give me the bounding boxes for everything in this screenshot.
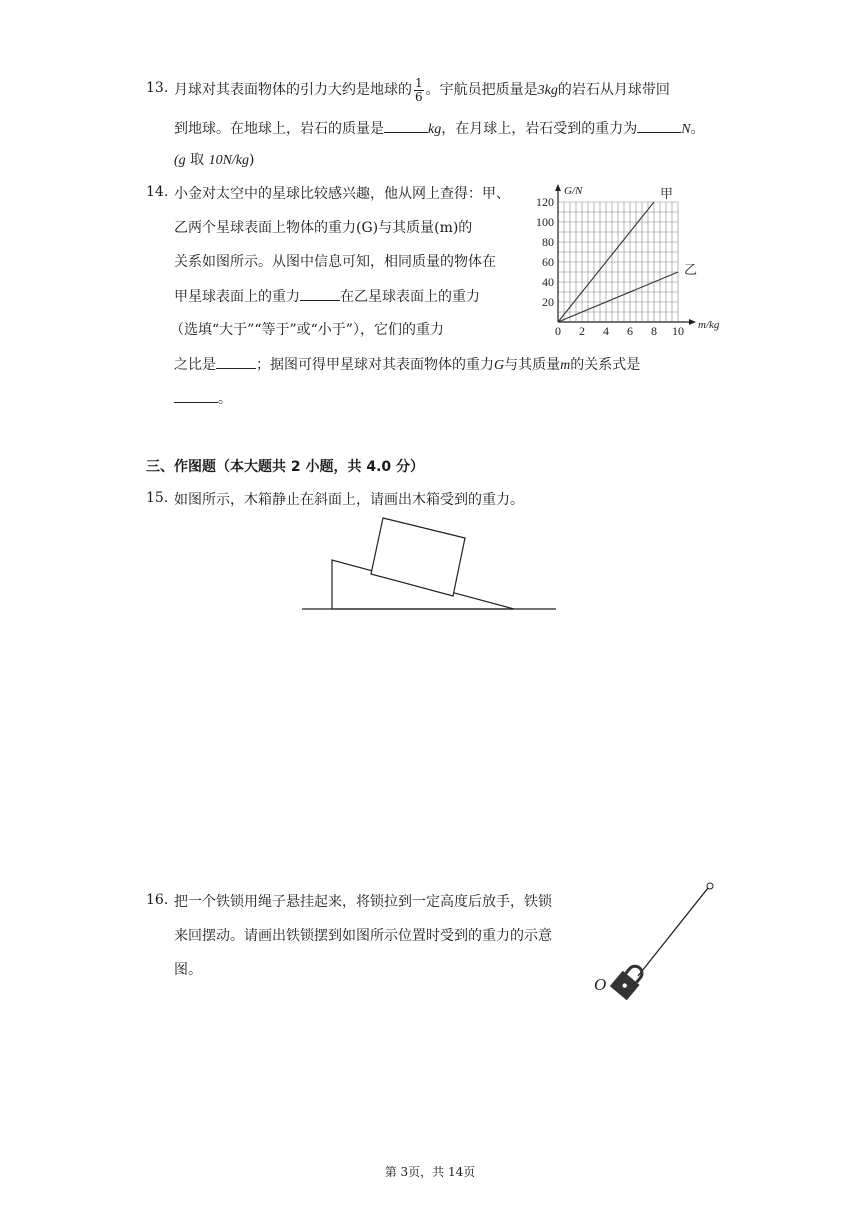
x-tick-label: 10 bbox=[672, 324, 684, 336]
question-13-line2 bbox=[174, 118, 705, 140]
q13-line2-text: 到地球。在地球上，岩石的质量是 bbox=[174, 121, 384, 137]
q14-line1: 小金对太空中的星球比较感兴趣，他从网上查得：甲、 bbox=[174, 186, 510, 202]
rope bbox=[638, 888, 708, 976]
period: 。 bbox=[218, 391, 232, 407]
question-13-number: 13. bbox=[146, 80, 169, 96]
y-tick-label: 80 bbox=[542, 235, 554, 249]
y-axis-label: G/N bbox=[564, 185, 583, 197]
pendulum-lock-diagram bbox=[590, 878, 730, 1008]
m-symbol: m bbox=[560, 358, 571, 373]
q13-text-c: 的岩石从月球带回 bbox=[557, 82, 670, 98]
q13-text-b: 。宇航员把质量是 bbox=[425, 82, 538, 98]
x-tick-label: 2 bbox=[579, 324, 585, 336]
x-tick-label: 0 bbox=[555, 324, 561, 336]
x-axis-arrow bbox=[689, 319, 696, 325]
q14-l4-text2: 在乙星球表面上的重力 bbox=[340, 289, 480, 305]
q14-line2: 乙两个星球表面上物体的重力(G)与其质量(m)的 bbox=[174, 220, 473, 236]
gravity-mass-chart bbox=[530, 176, 730, 336]
take-text: 取 bbox=[185, 152, 209, 168]
q14-line7 bbox=[174, 388, 232, 409]
answer-blank[interactable] bbox=[637, 118, 681, 133]
g-value: 10N/kg bbox=[208, 153, 250, 168]
q14-l6-text2: ；据图可得甲星球对其表面物体的重力 bbox=[256, 357, 494, 373]
point-o-label: O bbox=[594, 975, 607, 994]
q13-line2-text2: ，在月球上，岩石受到的重力为 bbox=[441, 121, 638, 137]
x-tick-label: 8 bbox=[651, 324, 657, 336]
g-symbol: (g bbox=[174, 153, 186, 168]
answer-blank[interactable] bbox=[300, 286, 340, 301]
page-footer: 第 3页，共 14页 bbox=[384, 1165, 476, 1179]
answer-blank[interactable] bbox=[216, 354, 256, 369]
q14-l6-text4: 的关系式是 bbox=[570, 357, 641, 373]
q14-line3: 关系如图所示。从图中信息可知，相同质量的物体在 bbox=[174, 254, 496, 270]
x-axis-label: m/kg bbox=[698, 319, 720, 331]
question-14-number: 14. bbox=[146, 184, 169, 200]
g-symbol: G bbox=[494, 358, 505, 373]
q16-line1: 把一个铁锁用绳子悬挂起来，将锁拉到一定高度后放手，铁锁 bbox=[174, 894, 552, 910]
q14-line4 bbox=[174, 286, 480, 307]
y-tick-label: 100 bbox=[536, 215, 554, 229]
incline-box-diagram bbox=[300, 514, 560, 614]
question-15-text: 如图所示，木箱静止在斜面上，请画出木箱受到的重力。 bbox=[174, 492, 524, 508]
y-tick-label: 40 bbox=[542, 275, 554, 289]
x-tick-label: 4 bbox=[603, 324, 609, 336]
y-tick-label: 60 bbox=[542, 255, 554, 269]
question-15-number: 15. bbox=[146, 490, 169, 506]
q14-line6 bbox=[174, 354, 640, 376]
one-sixth-fraction bbox=[414, 77, 424, 104]
close-paren: ) bbox=[249, 152, 255, 168]
x-tick-label: 6 bbox=[627, 324, 633, 336]
unit-kg: kg bbox=[428, 122, 442, 137]
wooden-box bbox=[371, 518, 465, 596]
section-title: 三、作图题（本大题共 2 小题，共 4.0 分） bbox=[146, 459, 425, 475]
y-tick-label: 20 bbox=[542, 295, 554, 309]
iron-lock bbox=[610, 961, 648, 1000]
question-13-line3 bbox=[174, 150, 255, 171]
series-label: 甲 bbox=[660, 186, 674, 201]
q14-l6-text: 之比是 bbox=[174, 357, 216, 373]
unit-n: N bbox=[681, 122, 691, 137]
q14-l4-text: 甲星球表面上的重力 bbox=[174, 289, 300, 305]
answer-blank[interactable] bbox=[174, 388, 218, 403]
question-13-line1 bbox=[174, 70, 670, 111]
q16-line3: 图。 bbox=[174, 962, 202, 978]
answer-blank[interactable] bbox=[384, 118, 428, 133]
q13-text-a: 月球对其表面物体的引力大约是地球的 bbox=[174, 82, 412, 98]
y-axis-arrow bbox=[555, 184, 561, 191]
fraction-numerator: 1 bbox=[415, 75, 423, 90]
series-label: 乙 bbox=[684, 262, 698, 277]
q16-line2: 来回摆动。请画出铁锁摆到如图所示位置时受到的重力的示意 bbox=[174, 928, 552, 944]
period: 。 bbox=[690, 121, 705, 137]
q13-mass: 3kg bbox=[537, 83, 558, 98]
fraction-denominator: 6 bbox=[415, 89, 423, 104]
y-tick-label: 120 bbox=[536, 195, 554, 209]
q14-l6-text3: 与其质量 bbox=[504, 357, 561, 373]
q14-line5: （选填“大于”“等于”或“小于”），它们的重力 bbox=[170, 322, 444, 338]
question-16-number: 16. bbox=[146, 892, 169, 908]
